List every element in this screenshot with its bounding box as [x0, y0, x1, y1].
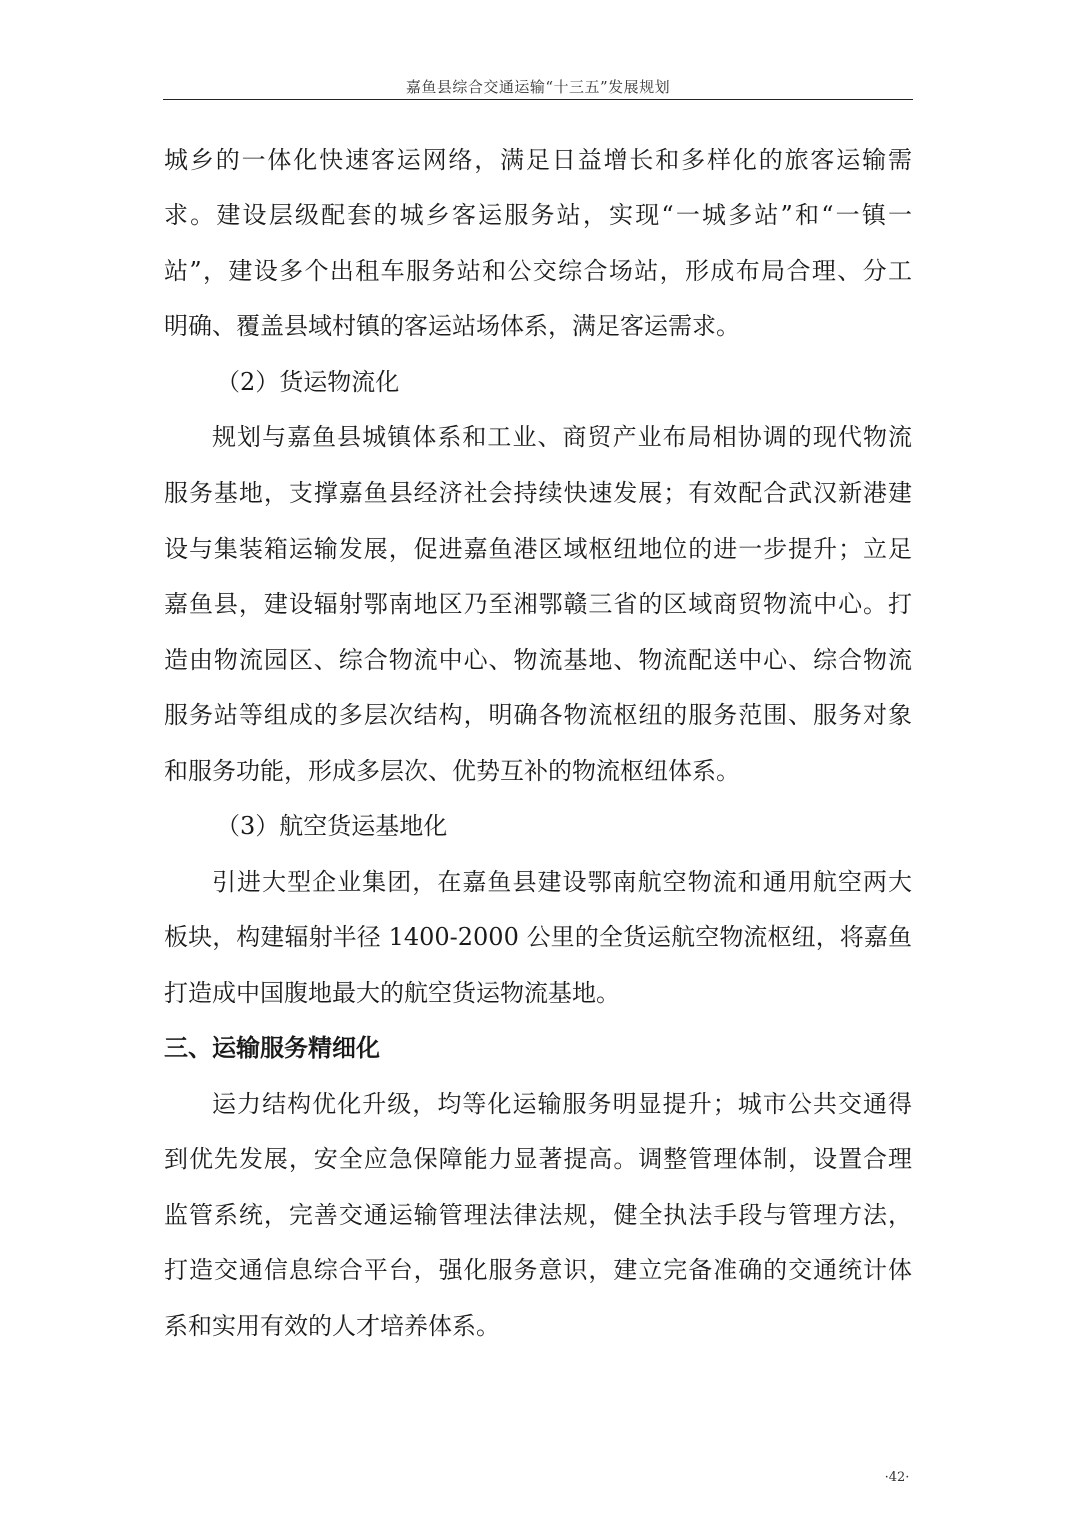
paragraph-line: 和服务功能，形成多层次、优势互补的物流枢纽体系。 — [164, 757, 740, 785]
paragraph-line: 规划与嘉鱼县城镇体系和工业、商贸产业布局相协调的现代物流 — [212, 423, 912, 451]
paragraph-line: 嘉鱼县，建设辐射鄂南地区乃至湘鄂赣三省的区域商贸物流中心。打 — [164, 590, 912, 618]
running-header: 嘉鱼县综合交通运输“十三五”发展规划 — [405, 78, 671, 96]
paragraph-line: 设与集装箱运输发展，促进嘉鱼港区域枢纽地位的进一步提升；立足 — [164, 535, 912, 563]
paragraph-line: 运力结构优化升级，均等化运输服务明显提升；城市公共交通得 — [212, 1090, 912, 1118]
paragraph-line: 服务站等组成的多层次结构，明确各物流枢纽的服务范围、服务对象 — [164, 701, 912, 729]
paragraph-line: 求。建设层级配套的城乡客运服务站，实现“一城多站”和“一镇一 — [164, 201, 912, 229]
paragraph-line: 引进大型企业集团，在嘉鱼县建设鄂南航空物流和通用航空两大 — [212, 868, 912, 896]
paragraph-line: 打造成中国腹地最大的航空货运物流基地。 — [164, 979, 620, 1007]
paragraph-line: 明确、覆盖县域村镇的客运站场体系，满足客运需求。 — [164, 312, 740, 340]
paragraph-line: 监管系统，完善交通运输管理法律法规，健全执法手段与管理方法， — [164, 1201, 912, 1229]
paragraph-line: 打造交通信息综合平台，强化服务意识，建立完备准确的交通统计体 — [164, 1256, 912, 1284]
page-number: ·42· — [884, 1470, 910, 1485]
paragraph-line: 到优先发展，安全应急保障能力显著提高。调整管理体制，设置合理 — [164, 1145, 912, 1173]
paragraph-line: 造由物流园区、综合物流中心、物流基地、物流配送中心、综合物流 — [164, 646, 912, 674]
paragraph-line: 系和实用有效的人才培养体系。 — [164, 1312, 500, 1340]
paragraph-line: 服务基地，支撑嘉鱼县经济社会持续快速发展；有效配合武汉新港建 — [164, 479, 912, 507]
paragraph-line: 站”，建设多个出租车服务站和公交综合场站，形成布局合理、分工 — [164, 257, 912, 285]
subheading: （2）货运物流化 — [216, 368, 400, 396]
paragraph-line: 城乡的一体化快速客运网络，满足日益增长和多样化的旅客运输需 — [164, 146, 912, 174]
section-heading: 三、运输服务精细化 — [164, 1034, 380, 1062]
subheading: （3）航空货运基地化 — [216, 812, 448, 840]
header-rule — [163, 99, 913, 100]
paragraph-line: 板块，构建辐射半径 1400-2000 公里的全货运航空物流枢纽，将嘉鱼 — [164, 923, 912, 951]
